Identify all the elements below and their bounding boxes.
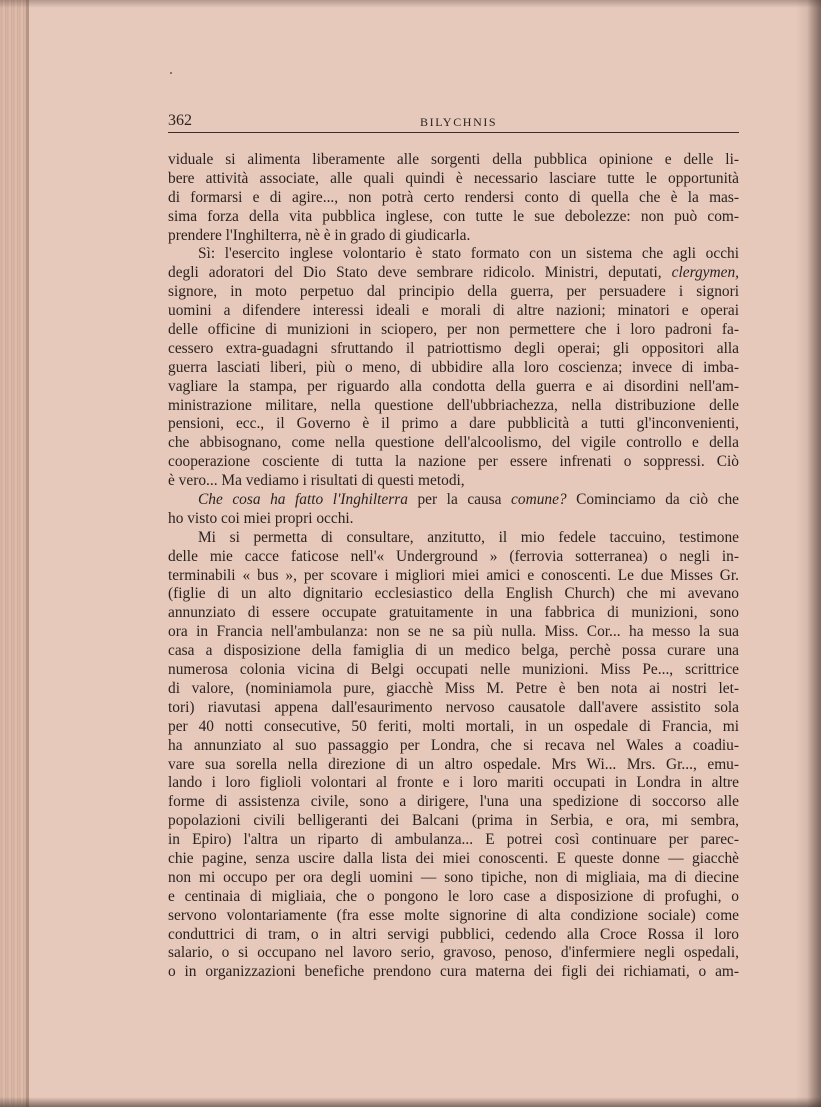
text-line: [168, 548, 739, 567]
text-line: [168, 227, 739, 246]
text-run: tori) riavutasi appena dall'esaurimento nervoso causatole dall'avere assistito sola: [168, 698, 739, 716]
text-run: viduale si alimenta liberamente alle sorgenti della pubblica opinione e delle li-: [168, 151, 739, 168]
text-run: in Epiro) l'altra un riparto di ambulanza... E potrei così continuare per parec-: [168, 831, 739, 849]
paper-speck: [170, 72, 172, 74]
text-line: [168, 510, 739, 529]
body-text: [168, 151, 739, 982]
text-run: per 40 notti consecutive, 50 feriti, molti mortali, in un ospedale di Francia, mi: [168, 717, 739, 735]
header-rule: [168, 132, 739, 133]
text-line: [168, 944, 739, 963]
text-line: [168, 378, 739, 397]
text-line: [168, 151, 739, 170]
text-line: [168, 926, 739, 945]
text-run: lando i loro figlioli volontari al fronte e i loro mariti occupati in Londra in altre: [168, 774, 739, 792]
text-line: [168, 453, 739, 472]
text-line: [168, 264, 739, 283]
text-run: per la causa: [407, 491, 512, 509]
text-run: Cominciamo da ciò che: [566, 491, 739, 509]
text-run: annunziato di essere occupate gratuitamente in una fabbrica di munizioni, sono: [168, 604, 739, 622]
text-line: [168, 888, 739, 907]
text-line: [168, 604, 739, 623]
text-run: cooperazione cosciente di tutta la nazione per essere infrenati o soppressi. Ciò: [168, 453, 739, 471]
text-run: (figlie di un alto dignitario ecclesiastico della English Church) che mi avevano: [168, 585, 739, 603]
text-line: [168, 283, 739, 302]
text-run: o in organizzazioni benefiche prendono cura materna dei figli dei richiamati, o am-: [168, 963, 739, 981]
text-line: [168, 642, 739, 661]
text-run: terminabili « bus », per scovare i migliori miei amici e conoscenti. Le due Misses Gr.: [168, 566, 739, 584]
text-line: [168, 850, 739, 869]
text-run: ora in Francia nell'ambulanza: non se ne sa più nulla. Miss. Cor... ha messo la sua: [168, 623, 739, 641]
page-header: [168, 110, 739, 132]
text-run: popolazioni civili belligeranti dei Balcani (prima in Serbia, e ora, mi sembra,: [168, 812, 739, 830]
text-run: e centinaia di migliaia, che o pongono le loro case a disposizione di profughi, o: [168, 887, 739, 905]
text-run: cessero extra-guadagni sfruttando il patriottismo degli operai; gli oppositori alla: [168, 339, 739, 357]
text-line: [168, 963, 739, 982]
text-run: salario, o si occupano nel lavoro serio, gravoso, penoso, d'infermiere negli ospedali,: [168, 944, 739, 962]
text-line: [168, 718, 739, 737]
text-run: non mi occupo per ora degli uomini — sono tipiche, non di migliaia, ma di diecine: [168, 868, 739, 886]
page-bottom-edge: [0, 1097, 821, 1107]
text-run: di valore, (nominiamola pure, giacchè Miss M. Petre è ben nota ai nostri let-: [168, 679, 739, 697]
text-line: [168, 491, 739, 510]
text-run: ministrazione militare, nella questione dell'ubbriachezza, nella distribuzione delle: [168, 396, 739, 414]
text-run: casa a disposizione della famiglia di un medico belga, perchè possa curare una: [168, 642, 739, 660]
text-line: [168, 831, 739, 850]
text-run: vare sua sorella nella direzione di un altro ospedale. Mrs Wi... Mrs. Gr..., emu-: [168, 755, 739, 773]
text-run: che abbisognano, come nella questione dell'alcoolismo, del vigile controllo e della: [168, 434, 739, 452]
text-line: [168, 189, 739, 208]
text-line: [168, 529, 739, 548]
text-line: [168, 793, 739, 812]
text-line: [168, 321, 739, 340]
text-run: degli adoratori del Dio Stato deve sembrare ridicolo. Ministri, deputati,: [168, 264, 672, 282]
text-run: servono volontariamente (fra esse molte signorine di alta condizione sociale) come: [168, 906, 739, 924]
text-run: delle officine di munizioni in sciopero, per non permettere che i loro padroni fa-: [168, 321, 739, 339]
text-line: [168, 397, 739, 416]
text-run: numerosa colonia vicina di Belgi occupati nelle munizioni. Miss Pe..., scrittrice: [168, 661, 739, 679]
text-line: [168, 699, 739, 718]
text-line: [168, 434, 739, 453]
text-run: signore, in moto perpetuo dal principio della guerra, per persuadere i signori: [168, 283, 739, 301]
text-run: chie pagine, senza uscire dalla lista dei miei conoscenti. E queste donne — giacchè: [168, 849, 739, 867]
text-run: Sì: l'esercito inglese volontario è stato formato con un sistema che agli occhi: [198, 245, 739, 263]
text-run: prendere l'Inghilterra, nè è in grado di giudicarla.: [168, 226, 471, 244]
text-run: vagliare la stampa, per riguardo alla condotta della guerra e ai disordini nell'am-: [168, 377, 739, 395]
text-run: bere attività associate, alle quali quindi è necessario lasciare tutte le opportunità: [168, 169, 739, 187]
text-run: ha annunziato al suo passaggio per Londra, che si recava nel Wales a coadiu-: [168, 736, 739, 754]
text-run: uomini a difendere interessi ideali e morali di altre nazioni; minatori e operai: [168, 302, 739, 320]
text-line: [168, 567, 739, 586]
italic-text: clergymen,: [671, 264, 739, 282]
text-run: pensioni, ecc., il Governo è il primo a dare pubblicità a tutti gl'inconvenienti,: [168, 415, 739, 433]
text-line: [168, 170, 739, 189]
text-line: [168, 585, 739, 604]
text-line: [168, 756, 739, 775]
text-run: conduttrici di tram, o in altri servigi pubblici, cedendo alla Croce Rossa il loro: [168, 925, 739, 943]
text-line: [168, 680, 739, 699]
running-head: BILYCHNIS: [420, 115, 498, 129]
text-run: ho visto coi miei propri occhi.: [168, 509, 354, 527]
text-line: [168, 245, 739, 264]
text-line: [168, 661, 739, 680]
text-run: Mi si permetta di consultare, anzitutto, il mio fedele taccuino, testimone: [198, 528, 739, 546]
page-binding: [0, 0, 28, 1107]
text-line: [168, 812, 739, 831]
text-run: di formarsi e di agire..., non potrà certo rendersi conto di quella che è la mas-: [168, 188, 739, 206]
text-run: è vero... Ma vediamo i risultati di questi metodi,: [168, 472, 465, 490]
text-line: [168, 302, 739, 321]
text-run: forme di assistenza civile, sono a dirigere, l'una una spedizione di soccorso alle: [168, 793, 739, 811]
page-edge-shadow: [807, 0, 821, 1107]
page-top-edge: [0, 0, 821, 8]
text-line: [168, 415, 739, 434]
text-run: guerra lasciati liberi, più o meno, di ubbidire alla loro coscienza; invece di imba-: [168, 358, 739, 376]
text-line: [168, 774, 739, 793]
page-number: 362: [168, 112, 192, 129]
italic-text: Che cosa ha fatto l'Inghilterra: [198, 491, 408, 509]
italic-text: comune?: [511, 491, 567, 509]
text-line: [168, 359, 739, 378]
text-line: [168, 869, 739, 888]
text-run: delle mie cacce faticose nell'« Underground » (ferrovia sotterranea) o negli in-: [168, 547, 739, 565]
text-line: [168, 907, 739, 926]
binding-edge: [26, 0, 29, 1107]
text-line: [168, 340, 739, 359]
text-line: [168, 623, 739, 642]
text-line: [168, 472, 739, 491]
text-line: [168, 737, 739, 756]
text-line: [168, 208, 739, 227]
text-run: sima forza della vita pubblica inglese, con tutte le sue debolezze: non può com-: [168, 207, 739, 225]
